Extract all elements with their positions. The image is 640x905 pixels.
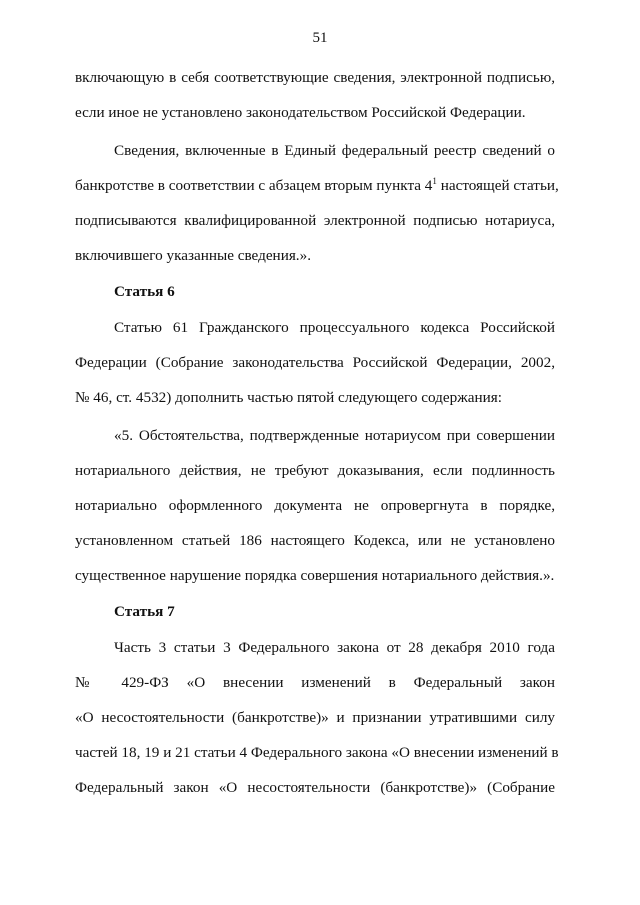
- text-line: «5. Обстоятельства, подтвержденные нотариусом при совершении: [114, 427, 555, 444]
- text-line: если иное не установлено законодательством Российской Федерации.: [75, 104, 526, 121]
- text-fragment: настоящей статьи,: [436, 177, 559, 194]
- text-line: установленном статьей 186 настоящего Кодекса, или не установлено: [75, 532, 555, 549]
- page-number: 51: [312, 30, 328, 46]
- text-line: подписываются квалифицированной электронной подписью нотариуса,: [75, 212, 555, 229]
- text-line: частей 18, 19 и 21 статьи 4 Федерального закона «О внесении изменений в: [75, 744, 559, 761]
- text-line: Федерации (Собрание законодательства Российской Федерации, 2002,: [75, 354, 555, 371]
- text-line: № 46, ст. 4532) дополнить частью пятой следующего содержания:: [75, 389, 502, 406]
- text-line: существенное нарушение порядка совершения нотариального действия.».: [75, 567, 555, 584]
- article-7-heading: Статья 7: [114, 603, 175, 620]
- text-line: включившего указанные сведения.».: [75, 247, 311, 264]
- text-fragment: банкротстве в соответствии с абзацем вторым пункта 4: [75, 177, 433, 194]
- text-line: № 429-ФЗ «О внесении изменений в Федеральный закон: [75, 674, 555, 691]
- superscript: 1: [432, 176, 437, 186]
- text-line: Федеральный закон «О несостоятельности (банкротстве)» (Собрание: [75, 779, 555, 796]
- text-line: «О несостоятельности (банкротстве)» и признании утратившими силу: [75, 709, 555, 726]
- article-6-heading: Статья 6: [114, 283, 175, 300]
- text-line: [75, 176, 559, 196]
- text-line: Статью 61 Гражданского процессуального кодекса Российской: [114, 319, 555, 336]
- text-line: Часть 3 статьи 3 Федерального закона от 28 декабря 2010 года: [114, 639, 555, 656]
- text-line: Сведения, включенные в Единый федеральный реестр сведений о: [114, 142, 555, 159]
- text-line: включающую в себя соответствующие сведения, электронной подписью,: [75, 69, 555, 86]
- text-line: нотариально оформленного документа не опровергнута в порядке,: [75, 497, 555, 514]
- text-line: нотариального действия, не требуют доказывания, если подлинность: [75, 462, 555, 479]
